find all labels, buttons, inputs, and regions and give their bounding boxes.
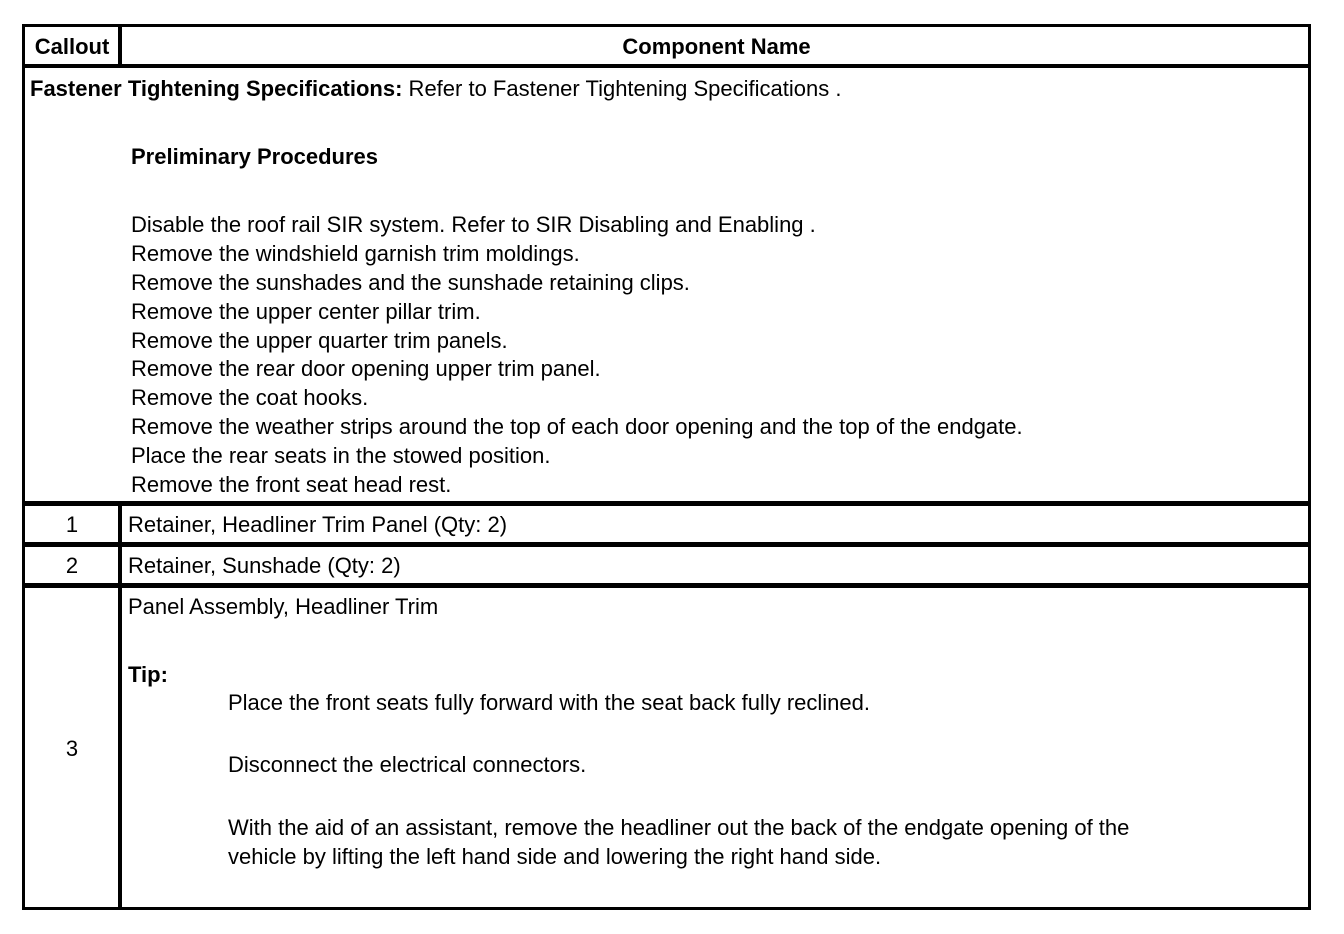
preliminary-step: Remove the upper quarter trim panels. [131, 328, 508, 353]
preliminary-step: Place the rear seats in the stowed position. [131, 443, 551, 468]
row-1-name: Retainer, Headliner Trim Panel (Qty: 2) [128, 512, 508, 537]
tip-label: Tip: [128, 662, 168, 687]
preliminary-step: Remove the rear door opening upper trim panel. [131, 356, 601, 381]
preliminary-step: Remove the coat hooks. [131, 385, 369, 410]
tip-line: Place the front seats fully forward with the seat back fully reclined. [228, 690, 870, 715]
preliminary-step: Disable the roof rail SIR system. Refer to SIR Disabling and Enabling . [131, 212, 816, 237]
row-2-name: Retainer, Sunshade (Qty: 2) [128, 553, 401, 578]
spec-label: Fastener Tightening Specifications: [30, 76, 403, 101]
component-table [22, 24, 1311, 910]
tip-line: vehicle by lifting the left hand side and lowering the right hand side. [228, 844, 882, 869]
spec-text: Refer to Fastener Tightening Specifications . [402, 76, 842, 101]
preliminary-heading: Preliminary Procedures [131, 144, 379, 169]
header-component-name: Component Name [622, 34, 811, 59]
row-1-callout: 1 [65, 512, 79, 537]
preliminary-step: Remove the front seat head rest. [131, 472, 452, 497]
row-3-callout: 3 [65, 736, 79, 761]
tip-line: Disconnect the electrical connectors. [228, 752, 587, 777]
preliminary-step: Remove the sunshades and the sunshade retaining clips. [131, 270, 690, 295]
spec-line [30, 74, 841, 103]
preliminary-step: Remove the windshield garnish trim moldings. [131, 241, 580, 266]
header-callout: Callout [34, 34, 110, 59]
tip-line: With the aid of an assistant, remove the headliner out the back of the endgate opening of the [228, 815, 1130, 840]
row-3-name: Panel Assembly, Headliner Trim [128, 594, 439, 619]
preliminary-step: Remove the weather strips around the top of each door opening and the top of the endgate. [131, 414, 1023, 439]
row-2-callout: 2 [65, 553, 79, 578]
preliminary-step: Remove the upper center pillar trim. [131, 299, 481, 324]
